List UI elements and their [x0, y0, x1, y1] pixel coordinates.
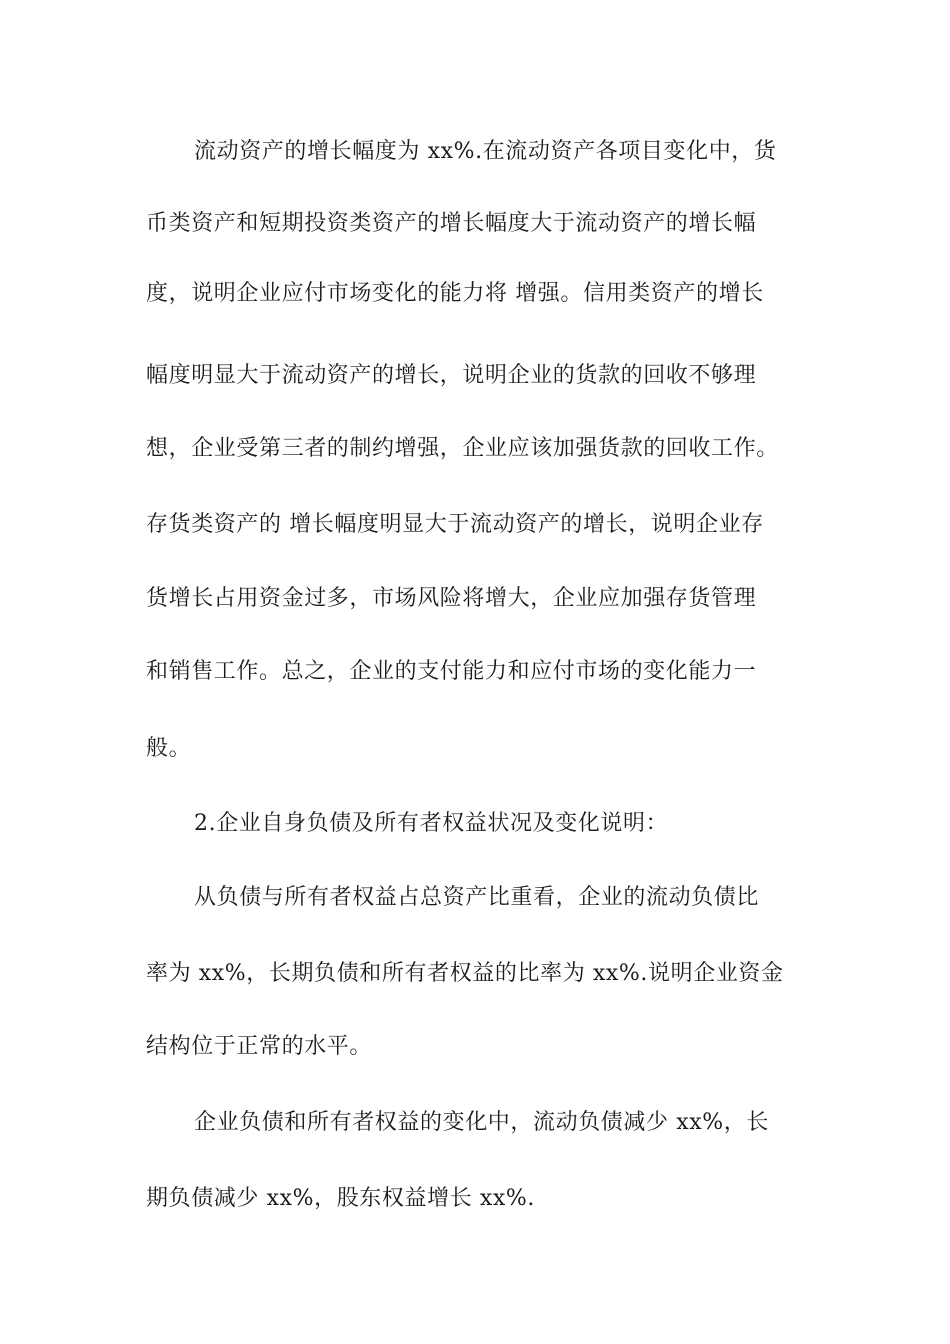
paragraph-line: 存货类资产的 增长幅度明显大于流动资产的增长，说明企业存 — [146, 512, 764, 537]
paragraph-line: 企业负债和所有者权益的变化中，流动负债减少 xx%，长 — [194, 1110, 769, 1135]
paragraph-line: 率为 xx%，长期负债和所有者权益的比率为 xx%.说明企业资金 — [146, 961, 784, 986]
paragraph-line: 度，说明企业应付市场变化的能力将 增强。信用类资产的增长 — [146, 281, 764, 306]
paragraph-line: 般。 — [146, 736, 192, 761]
paragraph-line: 货增长占用资金过多，市场风险将增大，企业应加强存货管理 — [146, 586, 757, 611]
paragraph-line: 币类资产和短期投资类资产的增长幅度大于流动资产的增长幅 — [146, 211, 757, 236]
paragraph-line: 从负债与所有者权益占总资产比重看，企业的流动负债比 — [194, 885, 760, 910]
paragraph-line: 幅度明显大于流动资产的增长，说明企业的货款的回收不够理 — [146, 363, 757, 388]
paragraph-line: 结构位于正常的水平。 — [146, 1034, 373, 1059]
paragraph-line: 期负债减少 xx%，股东权益增长 xx%. — [146, 1186, 536, 1211]
paragraph-line: 和销售工作。总之，企业的支付能力和应付市场的变化能力一 — [146, 659, 757, 684]
paragraph-line: 流动资产的增长幅度为 xx%.在流动资产各项目变化中，货 — [194, 139, 777, 164]
paragraph-line: 想，企业受第三者的制约增强，企业应该加强货款的回收工作。 — [146, 436, 779, 461]
section-heading: 2.企业自身负债及所有者权益状况及变化说明： — [194, 811, 669, 836]
